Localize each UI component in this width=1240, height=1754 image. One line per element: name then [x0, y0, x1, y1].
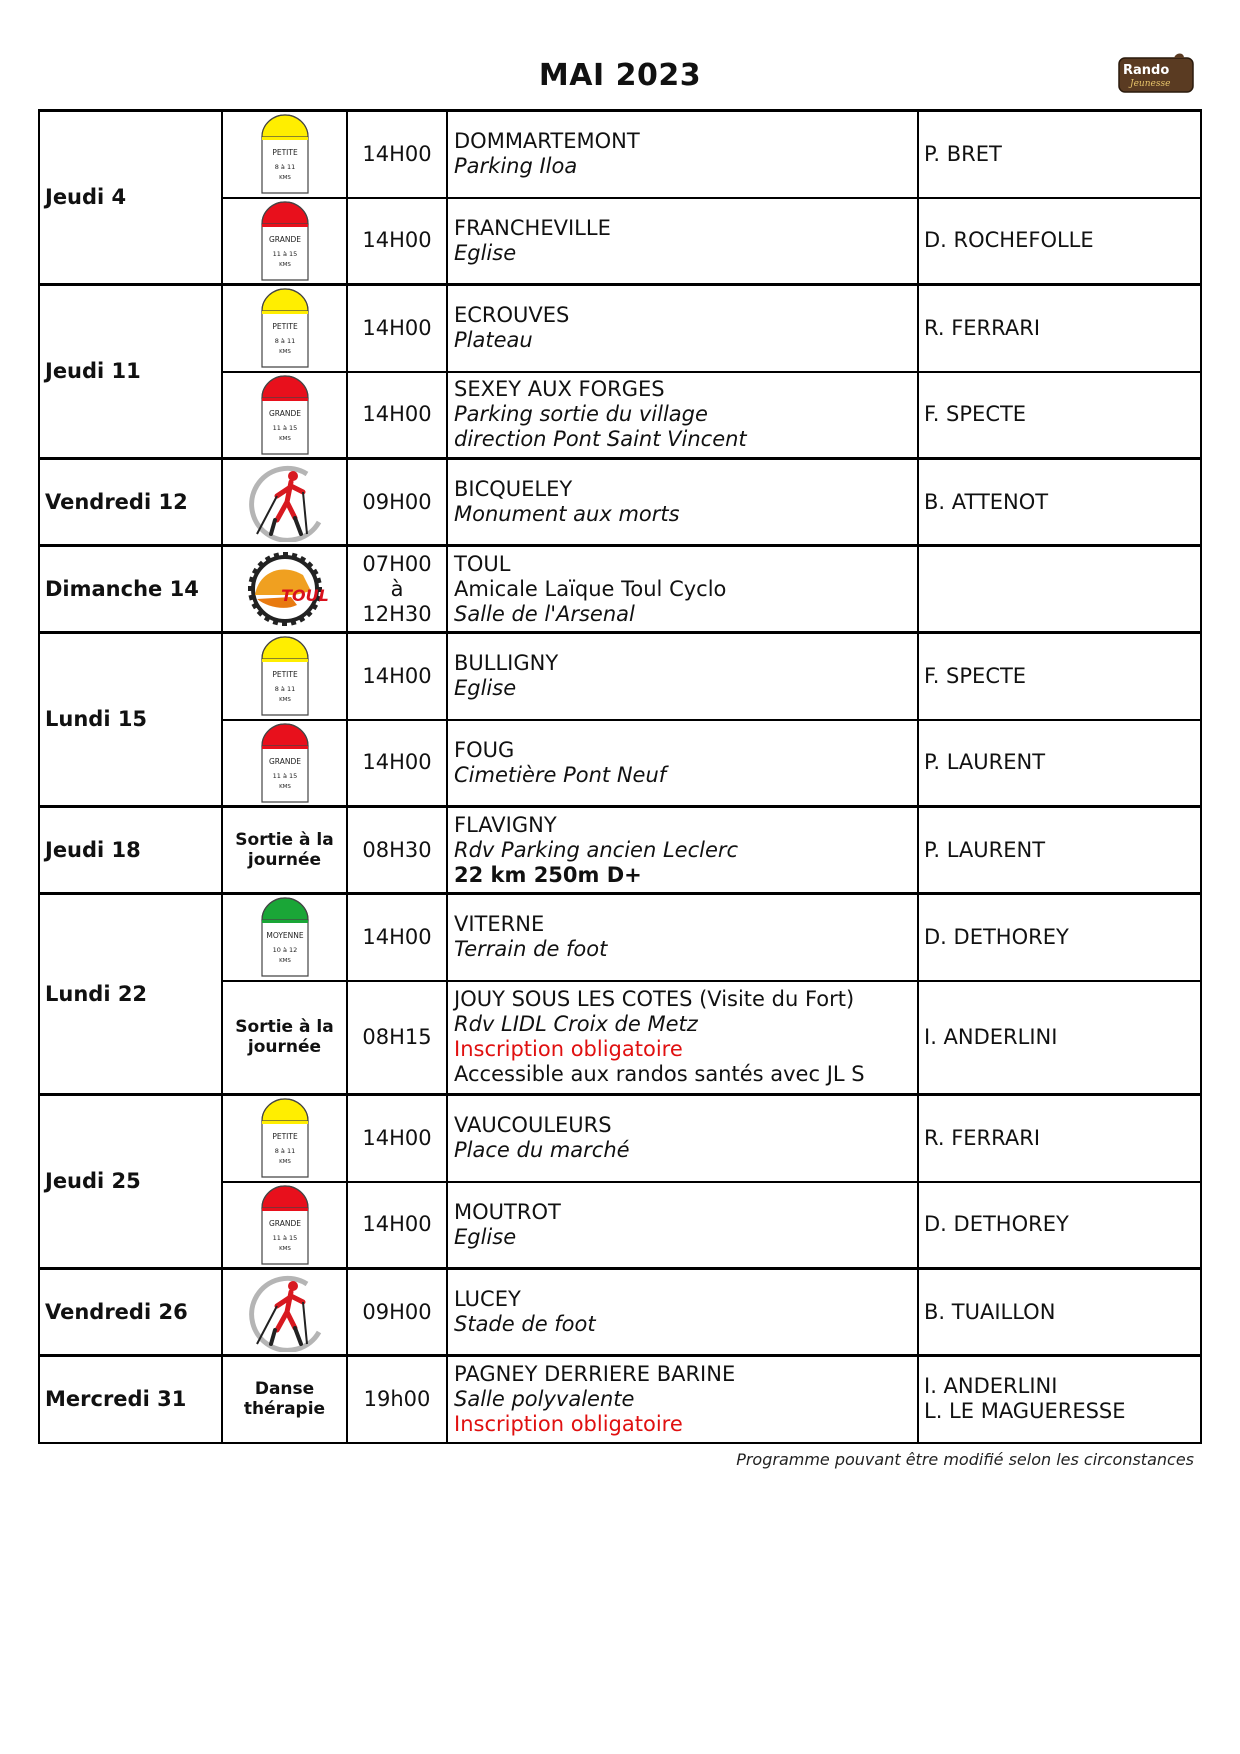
svg-text:GRANDE: GRANDE — [268, 1218, 301, 1228]
page-title: MAI 2023 — [538, 58, 702, 93]
table-row — [39, 111, 1201, 198]
svg-text:GRANDE: GRANDE — [268, 234, 301, 244]
place-cell: SEXEY AUX FORGES Parking sortie du village direction Pont Saint Vincent — [447, 372, 918, 459]
guide-cell: D. ROCHEFOLLE — [918, 198, 1201, 285]
svg-text:KMS: KMS — [278, 261, 291, 268]
place-cell: BULLIGNY Eglise — [447, 633, 918, 720]
nordic-walking-icon — [222, 1269, 347, 1356]
guide-cell: B. TUAILLON — [918, 1269, 1201, 1356]
svg-text:8 à 11: 8 à 11 — [274, 685, 295, 694]
place-cell: FOUG Cimetière Pont Neuf — [447, 720, 918, 807]
svg-text:Rando: Rando — [1123, 63, 1170, 78]
rando-logo — [1118, 52, 1194, 94]
time-cell: 08H30 — [347, 807, 447, 894]
distance-badge-grande — [222, 198, 347, 285]
outing-type-cell: Danse thérapie — [222, 1356, 347, 1443]
time-cell: 08H15 — [347, 981, 447, 1095]
place-cell: TOUL Amicale Laïque Toul Cyclo Salle de l'Arsenal — [447, 546, 918, 633]
svg-text:PETITE: PETITE — [271, 670, 298, 680]
svg-text:8 à 11: 8 à 11 — [274, 1147, 295, 1156]
time-cell: 14H00 — [347, 198, 447, 285]
distance-badge-petite — [222, 633, 347, 720]
time-cell: 14H00 — [347, 1095, 447, 1182]
svg-text:11 à 15: 11 à 15 — [272, 423, 297, 432]
place-cell: ECROUVES Plateau — [447, 285, 918, 372]
guide-cell: D. DETHOREY — [918, 894, 1201, 981]
time-cell: 09H00 — [347, 459, 447, 546]
guide-cell: P. BRET — [918, 111, 1201, 198]
day-cell: Lundi 15 — [39, 633, 222, 807]
day-cell: Mercredi 31 — [39, 1356, 222, 1443]
place-cell: FRANCHEVILLE Eglise — [447, 198, 918, 285]
time-cell: 14H00 — [347, 1182, 447, 1269]
guide-cell: D. DETHOREY — [918, 1182, 1201, 1269]
guide-cell: R. FERRARI — [918, 1095, 1201, 1182]
table-row — [39, 285, 1201, 372]
time-cell: 09H00 — [347, 1269, 447, 1356]
table-row — [39, 807, 1201, 894]
svg-text:8 à 11: 8 à 11 — [274, 337, 295, 346]
place-cell: JOUY SOUS LES COTES (Visite du Fort) Rdv LIDL Croix de Metz Inscription obligatoire Accessible aux randos santés avec JL S — [447, 981, 918, 1095]
svg-text:GRANDE: GRANDE — [268, 756, 301, 766]
svg-text:8 à 11: 8 à 11 — [274, 163, 295, 172]
guide-cell: B. ATTENOT — [918, 459, 1201, 546]
time-cell: 14H00 — [347, 894, 447, 981]
svg-text:KMS: KMS — [278, 697, 291, 704]
place-cell: FLAVIGNY Rdv Parking ancien Leclerc 22 km 250m D+ — [447, 807, 918, 894]
warning-text: Inscription obligatoire — [454, 1037, 683, 1062]
footnote: Programme pouvant être modifié selon les circonstances — [736, 1450, 1194, 1469]
svg-text:TOUL: TOUL — [280, 586, 329, 605]
table-row — [39, 894, 1201, 981]
svg-text:10 à 12: 10 à 12 — [272, 946, 297, 955]
svg-text:KMS: KMS — [278, 783, 291, 790]
day-cell: Vendredi 12 — [39, 459, 222, 546]
outing-type-cell: Sortie à la journée — [222, 807, 347, 894]
distance-badge-grande — [222, 1182, 347, 1269]
svg-text:GRANDE: GRANDE — [268, 408, 301, 418]
time-cell: 14H00 — [347, 111, 447, 198]
outing-type-cell: Sortie à la journée — [222, 981, 347, 1095]
svg-text:PETITE: PETITE — [271, 322, 298, 332]
svg-text:11 à 15: 11 à 15 — [272, 249, 297, 258]
svg-text:KMS: KMS — [278, 175, 291, 182]
guide-cell: P. LAURENT — [918, 720, 1201, 807]
day-cell: Jeudi 4 — [39, 111, 222, 285]
day-cell: Dimanche 14 — [39, 546, 222, 633]
day-cell: Jeudi 11 — [39, 285, 222, 459]
guide-cell — [918, 546, 1201, 633]
day-cell: Lundi 22 — [39, 894, 222, 1095]
distance-badge-petite — [222, 1095, 347, 1182]
place-cell: DOMMARTEMONT Parking Iloa — [447, 111, 918, 198]
table-row — [39, 1356, 1201, 1443]
time-cell: 14H00 — [347, 633, 447, 720]
svg-text:PETITE: PETITE — [271, 1132, 298, 1142]
distance-badge-petite — [222, 285, 347, 372]
table-row — [39, 633, 1201, 720]
distance-badge-grande — [222, 372, 347, 459]
place-cell: VAUCOULEURS Place du marché — [447, 1095, 918, 1182]
svg-text:11 à 15: 11 à 15 — [272, 771, 297, 780]
guide-cell: F. SPECTE — [918, 372, 1201, 459]
svg-text:Jeunesse: Jeunesse — [1130, 79, 1171, 89]
toul-cyclo-logo — [222, 546, 347, 633]
time-cell: 14H00 — [347, 720, 447, 807]
day-cell: Jeudi 18 — [39, 807, 222, 894]
distance-badge-petite — [222, 111, 347, 198]
time-cell: 19h00 — [347, 1356, 447, 1443]
day-cell: Vendredi 26 — [39, 1269, 222, 1356]
svg-text:KMS: KMS — [278, 349, 291, 356]
guide-cell: R. FERRARI — [918, 285, 1201, 372]
table-row — [39, 1095, 1201, 1182]
nordic-walking-icon — [222, 459, 347, 546]
place-cell: VITERNE Terrain de foot — [447, 894, 918, 981]
svg-text:KMS: KMS — [278, 435, 291, 442]
table-row — [39, 459, 1201, 546]
svg-text:KMS: KMS — [278, 958, 291, 965]
guide-cell: I. ANDERLINI — [918, 981, 1201, 1095]
place-cell: BICQUELEY Monument aux morts — [447, 459, 918, 546]
program-table — [38, 109, 1202, 1444]
time-cell: 07H00 à 12H30 — [347, 546, 447, 633]
guide-cell: I. ANDERLINI L. LE MAGUERESSE — [918, 1356, 1201, 1443]
table-row — [39, 546, 1201, 633]
svg-text:MOYENNE: MOYENNE — [265, 931, 304, 941]
svg-text:KMS: KMS — [278, 1245, 291, 1252]
place-cell: PAGNEY DERRIERE BARINE Salle polyvalente Inscription obligatoire — [447, 1356, 918, 1443]
place-cell: LUCEY Stade de foot — [447, 1269, 918, 1356]
place-cell: MOUTROT Eglise — [447, 1182, 918, 1269]
time-cell: 14H00 — [347, 372, 447, 459]
time-cell: 14H00 — [347, 285, 447, 372]
day-cell: Jeudi 25 — [39, 1095, 222, 1269]
guide-cell: F. SPECTE — [918, 633, 1201, 720]
distance-badge-grande — [222, 720, 347, 807]
svg-text:PETITE: PETITE — [271, 148, 298, 158]
table-row — [39, 1269, 1201, 1356]
distance-badge-moyenne — [222, 894, 347, 981]
svg-text:KMS: KMS — [278, 1159, 291, 1166]
guide-cell: P. LAURENT — [918, 807, 1201, 894]
svg-text:11 à 15: 11 à 15 — [272, 1233, 297, 1242]
warning-text: Inscription obligatoire — [454, 1411, 683, 1436]
